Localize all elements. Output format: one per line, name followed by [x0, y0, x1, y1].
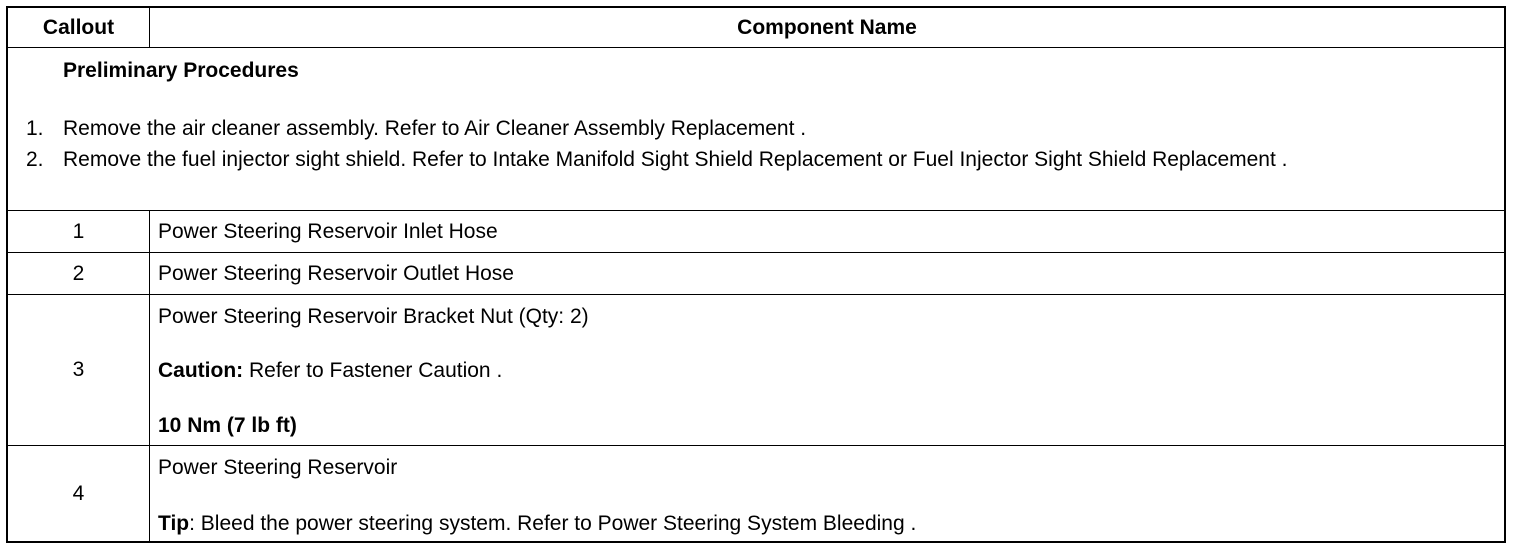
preliminary-title: Preliminary Procedures [63, 59, 299, 82]
component-name-cell [150, 446, 1504, 541]
table-row [8, 211, 1504, 253]
caution-note [158, 359, 502, 383]
callout-cell: 4 [8, 446, 150, 541]
step-text: Remove the fuel injector sight shield. Refer to Intake Manifold Sight Shield Replacement or Fuel Injector Sight Shield Replacement . [63, 148, 1288, 171]
component-name-cell [150, 295, 1504, 445]
preliminary-step [26, 145, 1484, 175]
table-row [8, 295, 1504, 446]
caution-label: Caution: [158, 359, 244, 382]
step-number: 1. [26, 117, 44, 140]
component-name: Power Steering Reservoir Bracket Nut (Qty: 2) [158, 305, 589, 328]
component-name-cell: Power Steering Reservoir Inlet Hose [158, 219, 498, 243]
preliminary-step [26, 114, 1484, 144]
callout-cell: 3 [8, 295, 150, 445]
step-number: 2. [26, 148, 44, 171]
header-component-name: Component Name [737, 15, 917, 39]
caution-text: Refer to Fastener Caution . [243, 359, 503, 382]
preliminary-procedures-row [8, 48, 1504, 211]
callout-cell: 2 [8, 253, 150, 294]
header-callout: Callout [8, 8, 150, 47]
tip-label: Tip [158, 512, 190, 535]
table-header-row [8, 8, 1504, 48]
component-name: Power Steering Reservoir [158, 456, 398, 479]
table-row [8, 253, 1504, 295]
table-row [8, 446, 1504, 541]
tip-text: : Bleed the power steering system. Refer to Power Steering System Bleeding . [189, 512, 917, 535]
tip-note [158, 512, 916, 536]
preliminary-procedures [8, 48, 1504, 210]
torque-spec: 10 Nm (7 lb ft) [158, 414, 297, 437]
step-text: Remove the air cleaner assembly. Refer to Air Cleaner Assembly Replacement . [63, 117, 807, 140]
callout-cell: 1 [8, 211, 150, 252]
component-table [6, 6, 1506, 543]
component-name-cell: Power Steering Reservoir Outlet Hose [158, 261, 514, 285]
